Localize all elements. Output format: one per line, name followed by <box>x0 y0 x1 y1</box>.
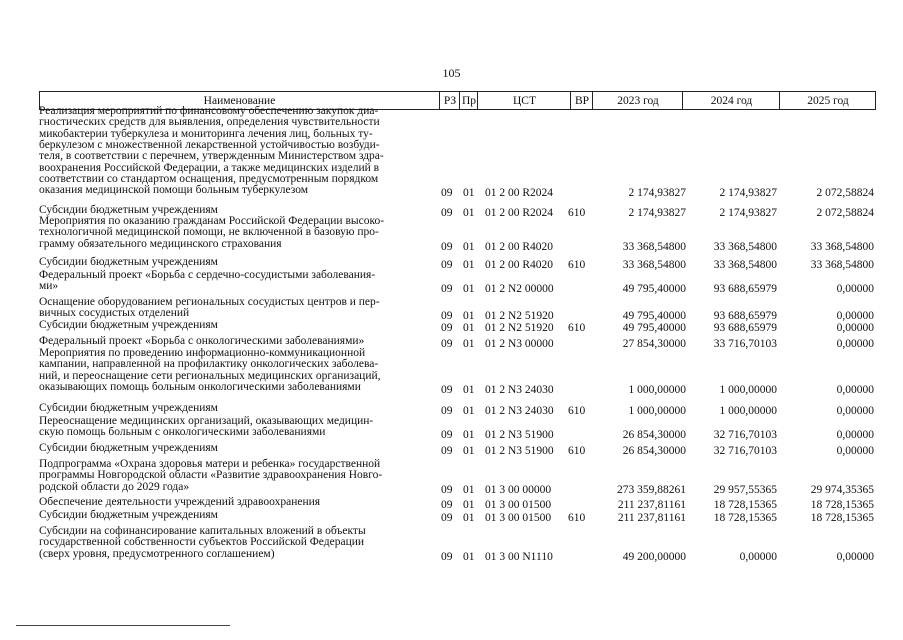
row-cst-cell: 01 2 N2 51920 <box>485 310 554 323</box>
row-cst-cell: 01 2 N3 24030 <box>485 405 554 417</box>
row-rz-cell: 09 <box>441 310 453 323</box>
header-2025: 2025 год <box>779 92 876 109</box>
row-rz-cell: 09 <box>441 322 453 334</box>
row-name-line: ми» <box>39 280 59 293</box>
row-cst-cell: 01 2 N3 00000 <box>485 338 554 350</box>
footer-rule <box>16 625 230 626</box>
row-pr-cell: 01 <box>463 405 475 417</box>
row-pr-cell: 01 <box>463 322 475 334</box>
row-y2024-cell: 33 368,54800 <box>713 259 777 271</box>
row-pr-cell: 01 <box>463 483 475 496</box>
row-y2024-cell: 93 688,65979 <box>713 283 777 296</box>
row-pr-cell: 01 <box>463 550 475 563</box>
row-name-line: Реализация мероприятий по финансовому обеспечению закупок диа- <box>39 105 379 117</box>
row-y2024-cell: 1 000,00000 <box>719 383 777 396</box>
row-name-line: воохранения Российской Федерации, а также медицинских изделий в <box>39 161 380 174</box>
row-vr-cell: 610 <box>568 512 586 524</box>
row-y2025-cell: 0,00000 <box>836 322 874 334</box>
row-y2023-cell: 273 359,88261 <box>617 483 686 496</box>
row-y2023-cell: 26 854,30000 <box>622 445 686 457</box>
row-y2025-cell: 0,00000 <box>836 383 874 396</box>
row-y2025-cell: 0,00000 <box>836 338 874 350</box>
row-name-line: теля, в соответствии с перечнем, утвержденным Министерством здра- <box>39 150 384 163</box>
page-number: 105 <box>442 66 461 80</box>
header-pr: Пр <box>459 92 478 109</box>
row-y2024-cell: 93 688,65979 <box>713 322 777 334</box>
row-name-line: кампании, направленной на профилактику онкологических заболева- <box>39 358 379 371</box>
row-name-line: Переоснащение медицинских организаций, оказывающих медицин- <box>39 415 374 427</box>
row-pr-cell: 01 <box>463 187 475 200</box>
row-y2024-cell: 18 728,15365 <box>713 512 777 524</box>
header-rz: РЗ <box>439 92 460 109</box>
row-name-line: скую помощь больным с онкологическими заболеваниями <box>39 426 326 439</box>
row-pr-cell: 01 <box>463 259 475 271</box>
row-y2023-cell: 49 795,40000 <box>622 283 686 296</box>
row-rz-cell: 09 <box>441 207 453 219</box>
row-name-line: гностических средств для выявления, определения чувствительности <box>39 116 380 129</box>
row-y2024-cell: 29 957,55365 <box>713 483 777 496</box>
row-name-line: оказывающих помощь больным онкологическими заболеваниями <box>39 380 361 393</box>
row-y2025-cell: 29 974,35365 <box>810 483 874 496</box>
row-pr-cell: 01 <box>463 283 475 296</box>
row-name-line: Оснащение оборудованием региональных сосудистых центров и пер- <box>39 296 380 308</box>
row-y2023-cell: 33 368,54800 <box>622 259 686 271</box>
row-pr-cell: 01 <box>463 207 475 219</box>
row-y2025-cell: 33 368,54800 <box>810 240 874 253</box>
row-cst-cell: 01 2 N2 51920 <box>485 322 554 334</box>
row-y2025-cell: 2 072,58824 <box>816 207 874 219</box>
row-name-line: Федеральный проект «Борьба с онкологическими заболеваниями» <box>39 335 365 347</box>
row-name-line: Мероприятия по проведению информационно-коммуникационной <box>39 347 366 359</box>
row-y2025-cell: 0,00000 <box>836 429 874 442</box>
row-name-line: Федеральный проект «Борьба с сердечно-сосудистыми заболевания- <box>39 269 376 281</box>
row-y2023-cell: 27 854,30000 <box>622 338 686 350</box>
row-y2025-cell: 18 728,15365 <box>810 499 874 511</box>
row-cst-cell: 01 2 N2 00000 <box>485 283 554 296</box>
row-name-line: Субсидии бюджетным учреждениям <box>39 256 218 268</box>
row-y2024-cell: 2 174,93827 <box>719 187 777 200</box>
row-name-line: Субсидии бюджетным учреждениям <box>39 509 218 521</box>
row-y2023-cell: 1 000,00000 <box>628 383 686 396</box>
row-name-line: Обеспечение деятельности учреждений здравоохранения <box>39 496 321 508</box>
row-y2023-cell: 2 174,93827 <box>628 187 686 200</box>
row-rz-cell: 09 <box>441 259 453 271</box>
row-pr-cell: 01 <box>463 512 475 524</box>
row-y2023-cell: 2 174,93827 <box>628 207 686 219</box>
row-vr-cell: 610 <box>568 405 586 417</box>
row-name-line: программы Новгородской области «Развитие здравоохранения Новго- <box>39 469 383 482</box>
row-name-line: грамму обязательного медицинского страхования <box>39 237 282 250</box>
row-name-line: ний, и переоснащение сети региональных медицинских организаций, <box>39 369 381 382</box>
row-name-line: родской области до 2029 года» <box>39 480 190 493</box>
header-vr: ВР <box>570 92 593 109</box>
row-rz-cell: 09 <box>441 240 453 253</box>
row-name-line: вичных сосудистых отделений <box>39 307 190 320</box>
row-cst-cell: 01 2 N3 24030 <box>485 383 554 396</box>
row-cst-cell: 01 2 00 R2024 <box>485 207 554 219</box>
row-y2023-cell: 1 000,00000 <box>628 405 686 417</box>
row-pr-cell: 01 <box>463 445 475 457</box>
row-name-line: соответствии со стандартом оснащения, предусмотренным порядком <box>39 172 379 185</box>
row-name-line: государственной собственности субъектов Российской Федерации <box>39 536 365 549</box>
row-rz-cell: 09 <box>441 445 453 457</box>
row-y2023-cell: 26 854,30000 <box>622 429 686 442</box>
row-cst-cell: 01 3 00 01500 <box>485 499 552 511</box>
row-cst-cell: 01 2 00 R4020 <box>485 240 554 253</box>
row-y2023-cell: 49 795,40000 <box>622 310 686 323</box>
row-cst-cell: 01 3 00 00000 <box>485 483 552 496</box>
row-y2025-cell: 0,00000 <box>836 550 874 563</box>
row-pr-cell: 01 <box>463 310 475 323</box>
row-y2025-cell: 0,00000 <box>836 310 874 323</box>
row-pr-cell: 01 <box>463 338 475 350</box>
header-2024: 2024 год <box>682 92 780 109</box>
row-y2024-cell: 33 368,54800 <box>713 240 777 253</box>
row-y2024-cell: 2 174,93827 <box>719 207 777 219</box>
row-rz-cell: 09 <box>441 405 453 417</box>
row-rz-cell: 09 <box>441 187 453 200</box>
row-rz-cell: 09 <box>441 338 453 350</box>
row-vr-cell: 610 <box>568 445 586 457</box>
row-y2025-cell: 2 072,58824 <box>816 187 874 200</box>
row-name-line: Мероприятия по оказанию гражданам Российской Федерации высоко- <box>39 215 385 227</box>
row-y2025-cell: 0,00000 <box>836 445 874 457</box>
row-name-line: Субсидии бюджетным учреждениям <box>39 204 218 216</box>
row-y2024-cell: 32 716,70103 <box>713 445 777 457</box>
row-y2025-cell: 0,00000 <box>836 283 874 296</box>
row-y2023-cell: 49 795,40000 <box>622 322 686 334</box>
row-cst-cell: 01 2 N3 51900 <box>485 445 554 457</box>
row-vr-cell: 610 <box>568 207 586 219</box>
row-y2025-cell: 18 728,15365 <box>810 512 874 524</box>
row-pr-cell: 01 <box>463 429 475 442</box>
row-y2023-cell: 49 200,00000 <box>622 550 686 563</box>
row-y2025-cell: 33 368,54800 <box>810 259 874 271</box>
row-y2024-cell: 32 716,70103 <box>713 429 777 442</box>
row-name-line: микобактерии туберкулеза и мониторинга лечения лиц, больных ту- <box>39 127 373 140</box>
header-cst: ЦСТ <box>477 92 571 109</box>
row-name-line: Подпрограмма «Охрана здоровья матери и ребенка» государственной <box>39 458 381 470</box>
row-y2023-cell: 33 368,54800 <box>622 240 686 253</box>
row-pr-cell: 01 <box>463 240 475 253</box>
row-rz-cell: 09 <box>441 283 453 296</box>
row-y2025-cell: 0,00000 <box>836 405 874 417</box>
row-cst-cell: 01 3 00 N1110 <box>485 550 553 563</box>
row-cst-cell: 01 2 00 R4020 <box>485 259 554 271</box>
row-y2024-cell: 33 716,70103 <box>713 338 777 350</box>
row-rz-cell: 09 <box>441 550 453 563</box>
row-cst-cell: 01 3 00 01500 <box>485 512 552 524</box>
row-name-line: Субсидии бюджетным учреждениям <box>39 402 218 414</box>
row-y2024-cell: 93 688,65979 <box>713 310 777 323</box>
row-cst-cell: 01 2 N3 51900 <box>485 429 554 442</box>
row-rz-cell: 09 <box>441 499 453 511</box>
row-y2024-cell: 0,00000 <box>739 550 777 563</box>
row-y2024-cell: 1 000,00000 <box>719 405 777 417</box>
header-name: Наименование <box>203 95 276 107</box>
row-y2024-cell: 18 728,15365 <box>713 499 777 511</box>
header-2023: 2023 год <box>592 92 683 109</box>
row-y2023-cell: 211 237,81161 <box>617 499 686 511</box>
row-name-line: Субсидии бюджетным учреждениям <box>39 442 218 454</box>
row-name-line: технологичной медицинской помощи, не включенной в базовую про- <box>39 226 379 239</box>
row-name-line: оказания медицинской помощи больным туберкулезом <box>39 184 308 197</box>
row-vr-cell: 610 <box>568 322 586 334</box>
row-name-line: (сверх уровня, предусмотренного соглашением) <box>39 547 275 560</box>
row-rz-cell: 09 <box>441 429 453 442</box>
row-name-line: Субсидии на софинансирование капитальных вложений в объекты <box>39 525 366 537</box>
row-rz-cell: 09 <box>441 483 453 496</box>
row-pr-cell: 01 <box>463 499 475 511</box>
row-vr-cell: 610 <box>568 259 586 271</box>
row-rz-cell: 09 <box>441 512 453 524</box>
row-y2023-cell: 211 237,81161 <box>617 512 686 524</box>
row-rz-cell: 09 <box>441 383 453 396</box>
row-pr-cell: 01 <box>463 383 475 396</box>
row-name-line: Субсидии бюджетным учреждениям <box>39 319 218 331</box>
row-cst-cell: 01 2 00 R2024 <box>485 187 554 200</box>
row-name-line: беркулезом с множественной лекарственной устойчивостью возбуди- <box>39 138 380 151</box>
